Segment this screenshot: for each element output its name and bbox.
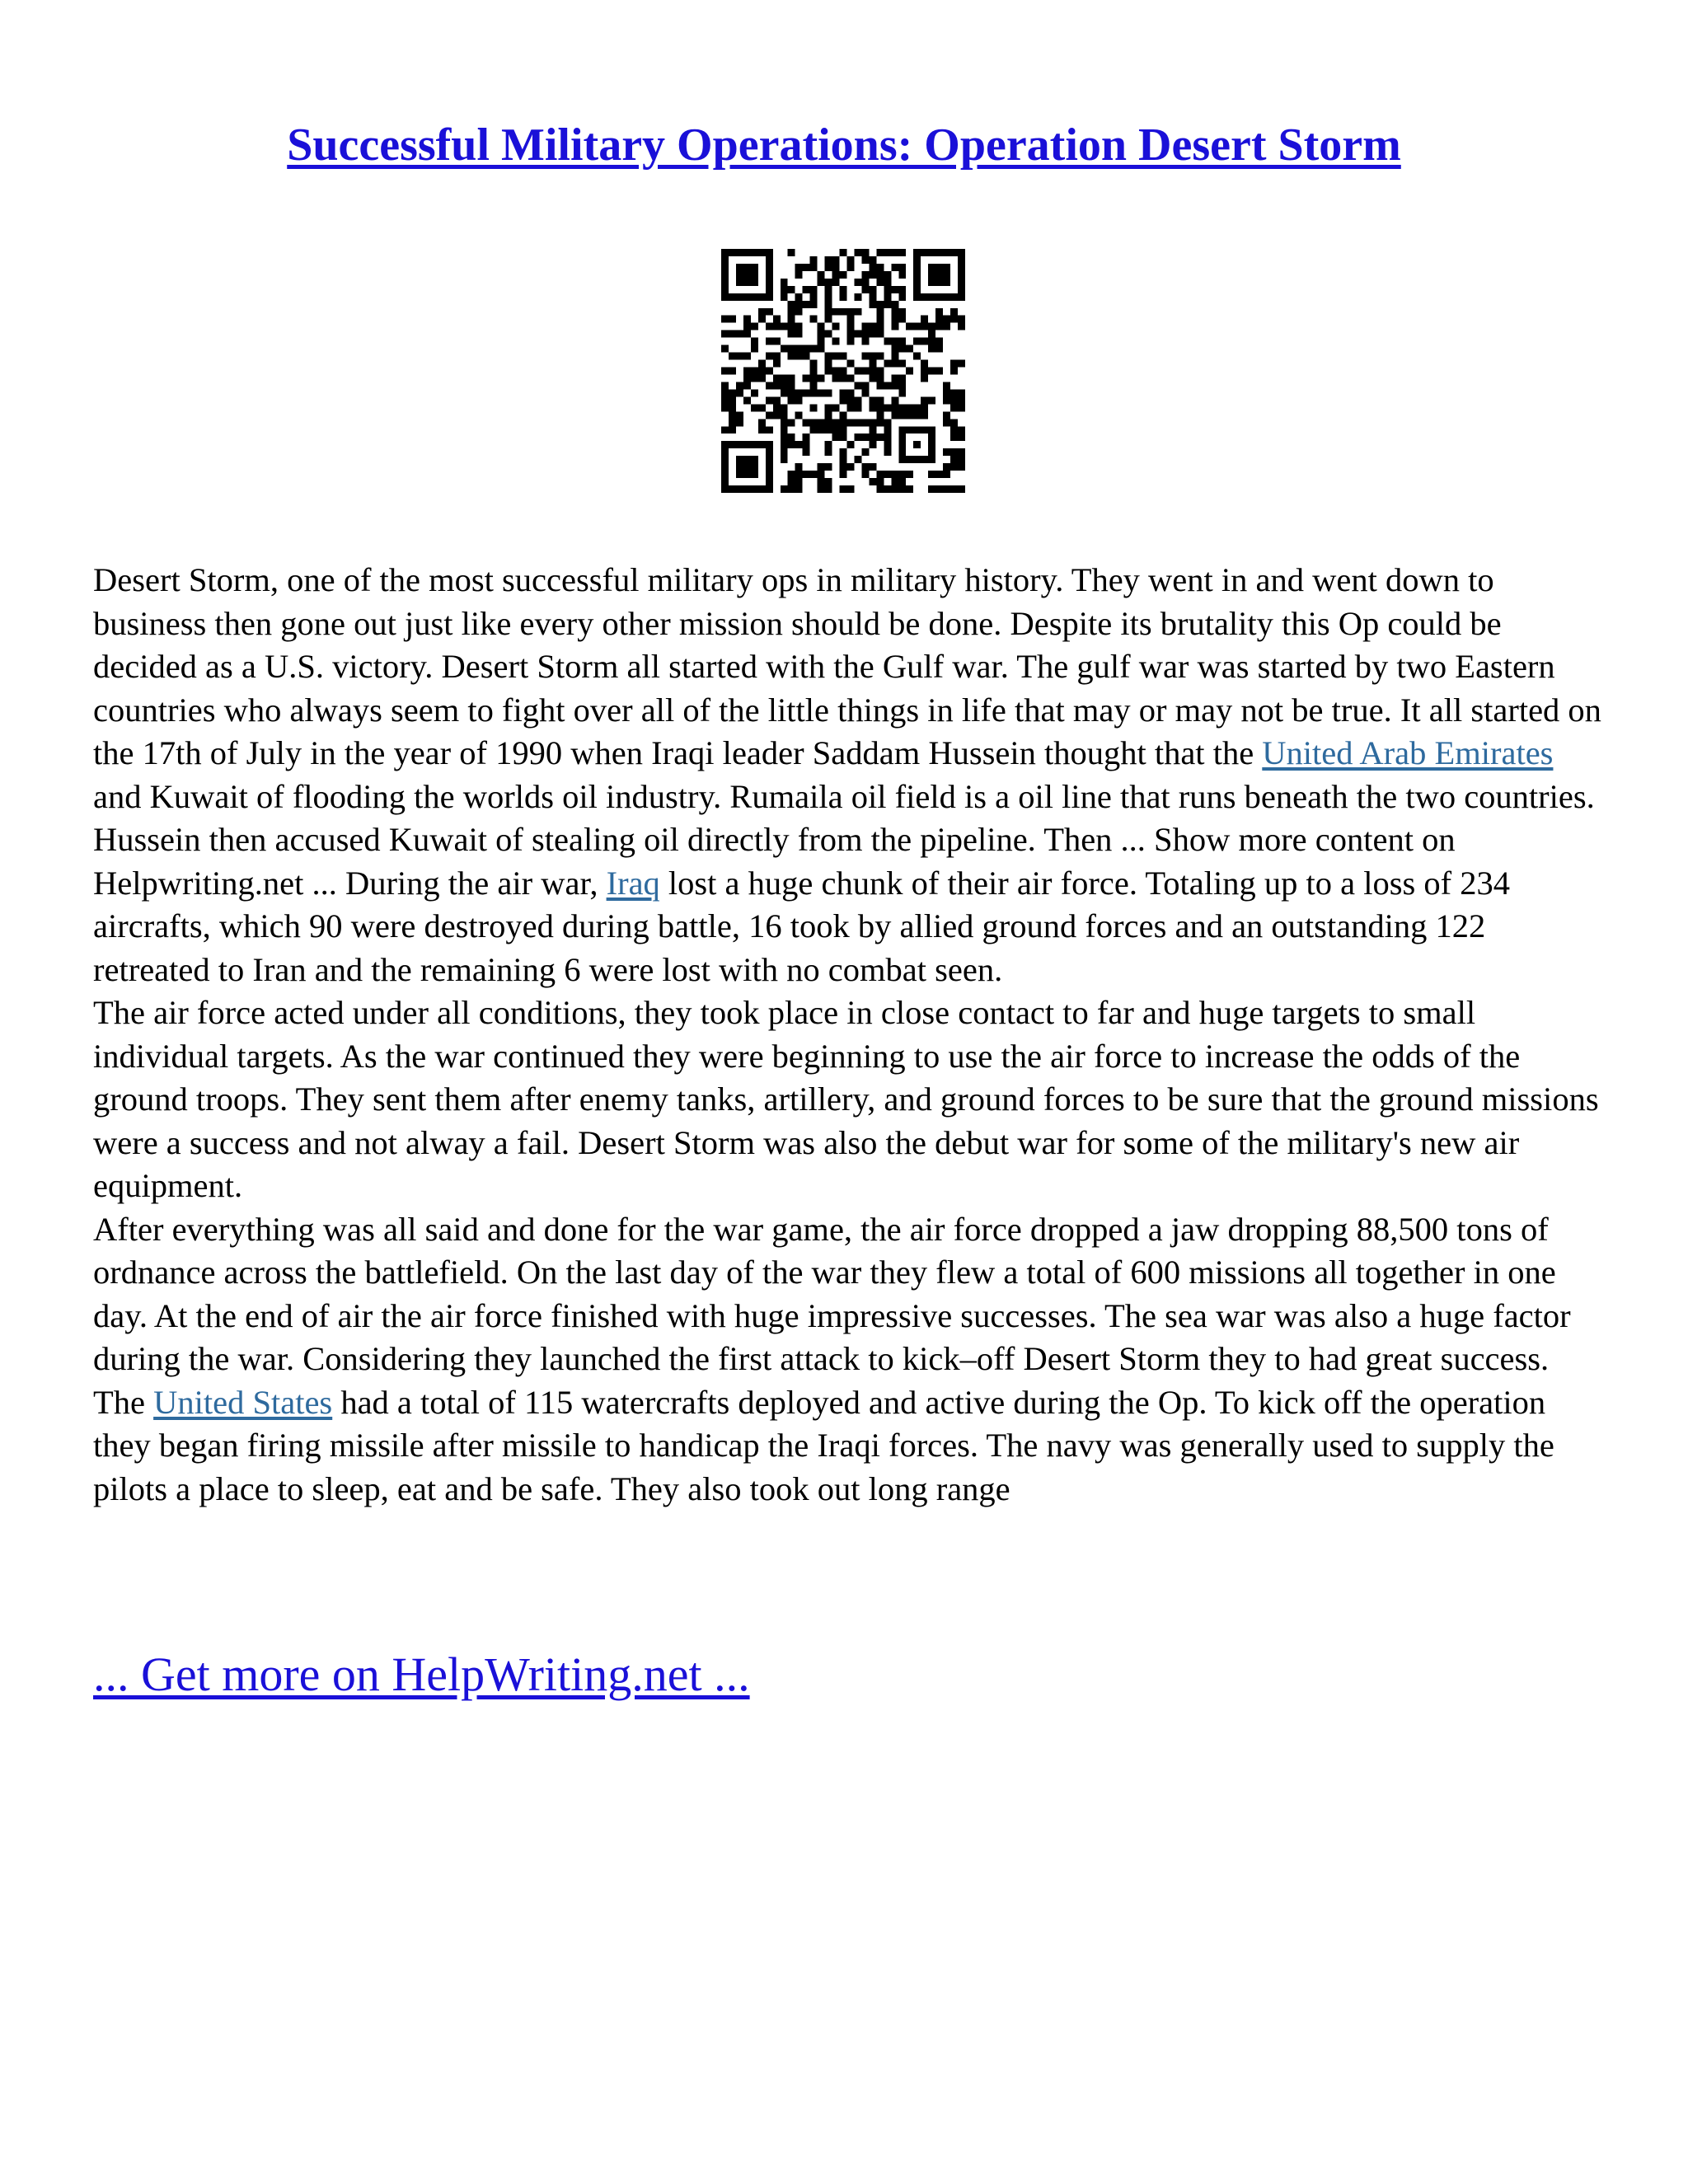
paragraph-text: After everything was all said and done for the war game, the air force dropped a jaw dropping 88,500 tons of ordnance across the battlefield. On the last day of the war they flew a total of 600 missions all together in one day. At the end of air the air force finished with huge impressive successes. The sea war was also a huge factor during the war. Considering they launched the first attack to kick–off Desert Storm they to had great success. The xyxy=(93,1210,1571,1421)
inline-link[interactable]: Iraq xyxy=(606,864,660,902)
paragraph xyxy=(93,991,1601,1208)
more-link-container xyxy=(93,1645,750,1704)
article-body xyxy=(93,559,1601,1511)
paragraph-text: had a total of 115 watercrafts deployed and active during the Op. To kick off the operation they began firing missile after missile to handicap the Iraqi forces. The navy was generally used to supply the pilots a place to sleep, eat and be safe. They also took out long range xyxy=(93,1383,1554,1507)
title-link[interactable]: Successful Military Operations: Operation Desert Storm xyxy=(287,120,1401,171)
paragraph-text: Desert Storm, one of the most successful military ops in military history. They went in and went down to business then gone out just like every other mission should be done. Despite its brutality this Op could be decided as a U.S. victory. Desert Storm all started with the Gulf war. The gulf war was started by two Eastern countries who always seem to fight over all of the little things in life that may or may not be true. It all started on the 17th of July in the year of 1990 when Iraqi leader Saddam Hussein thought that the xyxy=(93,561,1601,771)
inline-link[interactable]: United Arab Emirates xyxy=(1262,734,1554,771)
paragraph-text: and Kuwait of flooding the worlds oil industry. Rumaila oil field is a oil line that runs beneath the two countries. Hussein then accused Kuwait of stealing oil directly from the pipeline. Then ... Show more content on Helpwriting.net ... During the air war, xyxy=(93,777,1595,902)
inline-link[interactable]: United States xyxy=(153,1383,333,1421)
page-title xyxy=(0,115,1688,175)
paragraph xyxy=(93,1208,1601,1511)
qr-code-icon xyxy=(721,249,965,493)
paragraph-text: The air force acted under all conditions, they took place in close contact to far and huge targets to small individual targets. As the war continued they were beginning to use the air force to increase the odds of the ground troops. They sent them after enemy tanks, artillery, and ground forces to be sure that the ground missions were a success and not alway a fail. Desert Storm was also the debut war for some of the military's new air equipment. xyxy=(93,994,1599,1204)
paragraph xyxy=(93,559,1601,991)
get-more-link[interactable]: ... Get more on HelpWriting.net ... xyxy=(93,1647,750,1701)
paragraph-text: lost a huge chunk of their air force. Totaling up to a loss of 234 aircrafts, which 90 were destroyed during battle, 16 took by allied ground forces and an outstanding 122 retreated to Iran and the remaining 6 were lost with no combat seen. xyxy=(93,864,1510,988)
